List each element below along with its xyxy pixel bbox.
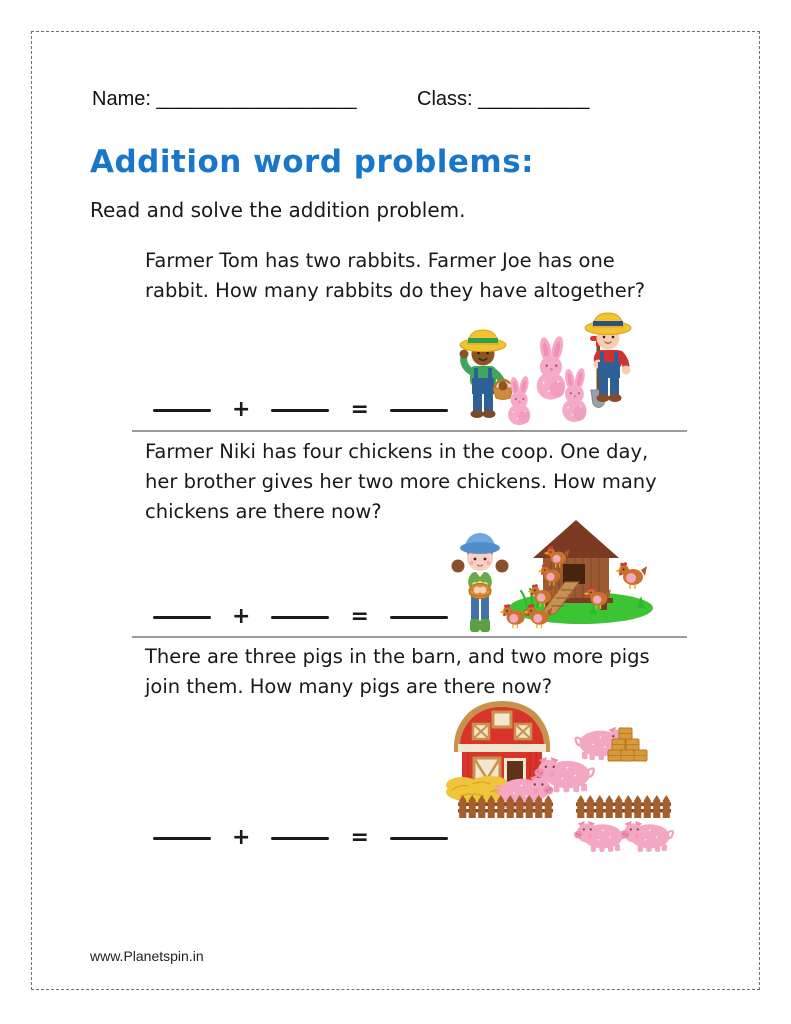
problem-3-line-1: There are three pigs in the barn, and two more pigs xyxy=(145,645,650,668)
equals-sign: = xyxy=(350,825,369,850)
problem-2-line-3: chickens are there now? xyxy=(145,500,382,523)
answer-blank-line xyxy=(390,409,448,412)
name-blank-line: __________________ xyxy=(156,88,357,110)
class-label: Class: xyxy=(417,88,473,110)
plus-sign: + xyxy=(232,604,251,629)
chicken-right xyxy=(615,562,647,589)
rabbit-1 xyxy=(508,375,530,425)
plus-sign: + xyxy=(232,397,251,422)
class-blank-line: __________ xyxy=(478,88,590,110)
farmer-with-basket xyxy=(460,330,514,418)
pigs-illustration xyxy=(446,698,684,862)
rabbit-3 xyxy=(562,367,586,422)
equation-row-1 xyxy=(153,395,448,425)
pig-5 xyxy=(621,821,673,852)
page-title: Addition word problems: xyxy=(90,144,535,180)
problem-1-text xyxy=(145,246,645,306)
name-label: Name: xyxy=(92,88,151,110)
plus-sign: + xyxy=(232,825,251,850)
barn-window xyxy=(515,724,531,739)
barn-window xyxy=(473,724,489,739)
problem-3-line-2: join them. How many pigs are there now? xyxy=(145,675,553,698)
rabbits-illustration xyxy=(448,310,646,432)
problem-1-line-1: Farmer Tom has two rabbits. Farmer Joe has one xyxy=(145,249,615,272)
section-divider-1 xyxy=(132,430,687,432)
footer-website: www.Planetspin.in xyxy=(90,948,204,964)
section-divider-2 xyxy=(132,636,687,638)
problem-2-line-2: her brother gives her two more chickens. How many xyxy=(145,470,657,493)
fence-left xyxy=(458,794,553,818)
answer-blank-line xyxy=(390,616,448,619)
equation-row-2 xyxy=(153,602,448,632)
fence-right xyxy=(576,794,671,818)
equals-sign: = xyxy=(350,397,369,422)
answer-blank-line xyxy=(271,837,329,840)
header-class-field xyxy=(417,88,589,111)
problem-3-text xyxy=(145,642,650,702)
rabbit-2 xyxy=(537,335,566,399)
equals-sign: = xyxy=(350,604,369,629)
farmer-girl xyxy=(452,533,509,632)
header-name-field xyxy=(92,88,357,111)
answer-blank-line xyxy=(153,837,211,840)
answer-blank-line xyxy=(271,409,329,412)
page-subtitle: Read and solve the addition problem. xyxy=(90,198,466,222)
basket-icon xyxy=(493,380,513,400)
chickens-illustration xyxy=(441,512,667,642)
farmer-with-shovel xyxy=(585,313,631,408)
answer-blank-line xyxy=(390,837,448,840)
problem-2-line-1: Farmer Niki has four chickens in the coop. One day, xyxy=(145,440,649,463)
answer-blank-line xyxy=(153,616,211,619)
pig-4 xyxy=(574,821,626,852)
equation-row-3 xyxy=(153,823,448,853)
answer-blank-line xyxy=(271,616,329,619)
answer-blank-line xyxy=(153,409,211,412)
problem-1-line-2: rabbit. How many rabbits do they have altogether? xyxy=(145,279,646,302)
